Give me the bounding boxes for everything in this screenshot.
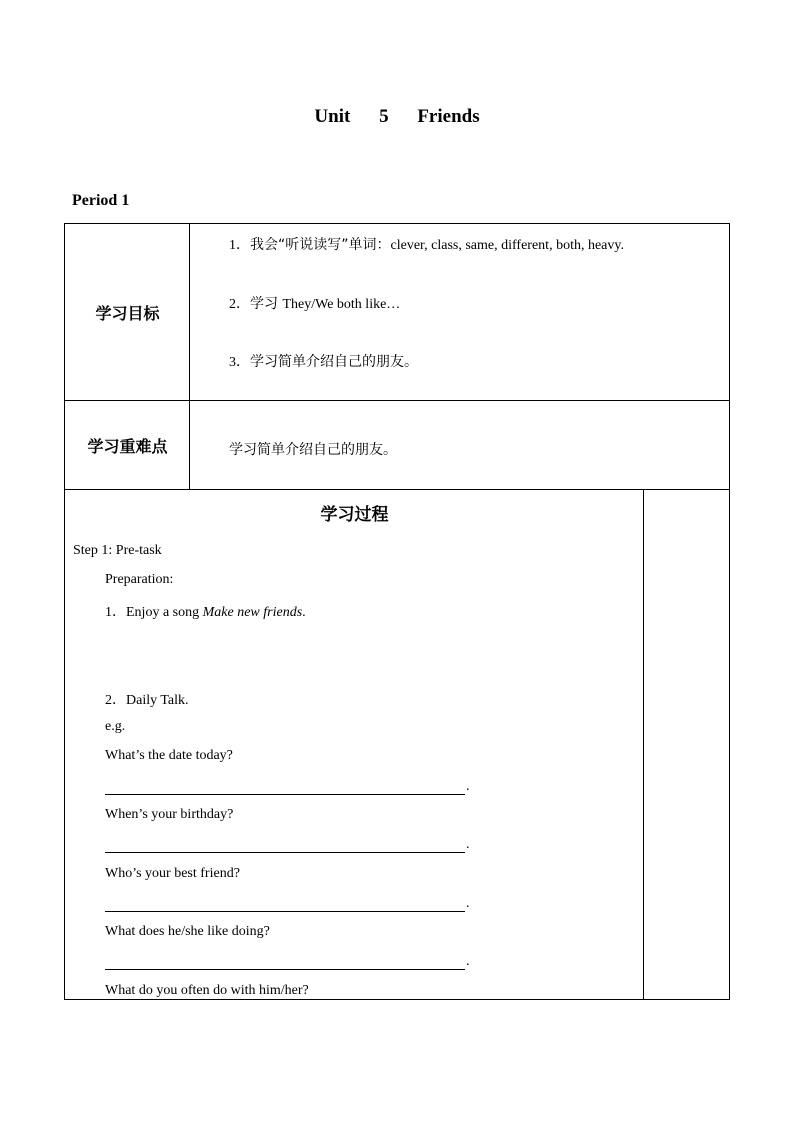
goal-item-3	[229, 351, 418, 371]
key-points-cn: 学习简单介绍自己的朋友。	[229, 442, 397, 458]
goal-cn: 学习	[250, 296, 283, 312]
answer-blank-end: .	[466, 779, 470, 794]
answer-blank-1	[105, 794, 465, 795]
step-1-heading: Step 1: Pre-task	[73, 543, 162, 558]
period-label: Period 1	[72, 192, 130, 209]
goal-num: 1．	[229, 238, 250, 253]
process-title: 学习过程	[320, 505, 389, 525]
answer-blank-4	[105, 969, 465, 970]
goal-cn: 学习简单介绍自己的朋友。	[250, 354, 418, 370]
daily-talk-item: 2．Daily Talk.	[105, 693, 189, 708]
question-2: When’s your birthday?	[105, 807, 234, 822]
goal-en: clever, class, same, different, both, heavy.	[390, 238, 624, 253]
row-divider-1	[65, 400, 729, 401]
question-3: Who’s your best friend?	[105, 866, 240, 881]
goal-item-1	[229, 234, 624, 254]
song-title: Make new friends	[202, 605, 303, 620]
col-divider-process	[643, 489, 644, 999]
question-1: What’s the date today?	[105, 748, 233, 763]
answer-blank-2	[105, 852, 465, 853]
title-number: 5	[379, 106, 389, 127]
key-points-text	[229, 439, 397, 459]
goals-label: 学习目标	[95, 304, 160, 323]
song-prefix: 1．Enjoy a song	[105, 605, 203, 620]
key-points-label: 学习重难点	[87, 437, 168, 456]
question-5: What do you often do with him/her?	[105, 983, 309, 998]
preparation-label: Preparation:	[105, 572, 174, 587]
answer-blank-3	[105, 911, 465, 912]
song-suffix: .	[302, 605, 306, 620]
song-item	[105, 601, 306, 621]
document-title	[0, 106, 794, 128]
title-unit: Unit	[314, 106, 351, 127]
lesson-table	[64, 223, 730, 1000]
goal-en: They/We both like…	[282, 297, 401, 312]
question-4: What does he/she like doing?	[105, 924, 270, 939]
title-name: Friends	[417, 106, 480, 127]
example-label: e.g.	[105, 719, 126, 734]
row-divider-2	[65, 489, 729, 490]
goal-num: 2．	[229, 297, 250, 312]
answer-blank-end: .	[466, 837, 470, 852]
answer-blank-end: .	[466, 896, 470, 911]
answer-blank-end: .	[466, 954, 470, 969]
goal-num: 3．	[229, 355, 250, 370]
goal-item-2	[229, 293, 400, 313]
goal-cn: 我会“听说读写”单词：	[250, 237, 391, 253]
